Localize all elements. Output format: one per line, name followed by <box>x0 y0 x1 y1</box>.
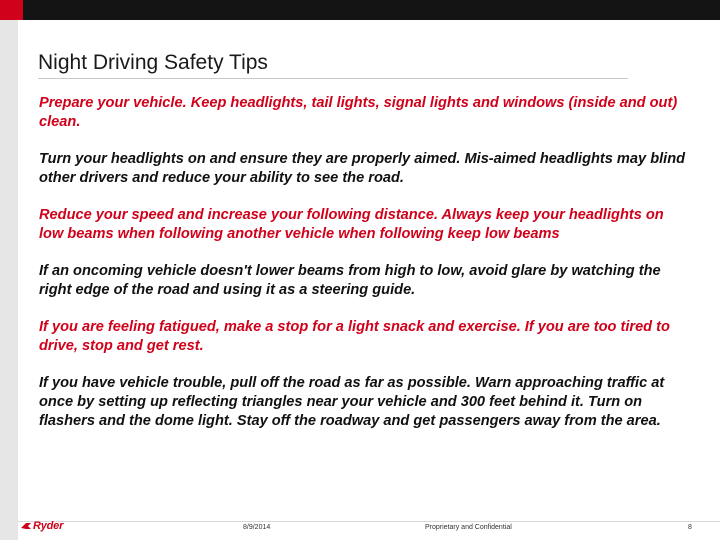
left-rail <box>0 20 18 540</box>
tip-oncoming-glare: If an oncoming vehicle doesn't lower beams from high to low, avoid glare by watching the right edge of the road and using it as a steering guide. <box>39 263 661 298</box>
title-divider <box>38 78 628 79</box>
tip-fatigue: If you are feeling fatigued, make a stop for a light snack and exercise. If you are too tired to drive, stop and get rest. <box>39 319 670 354</box>
slide-title: Night Driving Safety Tips <box>38 51 268 74</box>
footer-confidential: Proprietary and Confidential <box>425 524 512 531</box>
footer-divider <box>18 521 720 522</box>
ryder-logo <box>20 518 63 534</box>
footer-date: 8/9/2014 <box>243 524 271 531</box>
ryder-swoosh-icon <box>20 521 32 531</box>
red-accent-block <box>0 0 23 20</box>
tip-reduce-speed: Reduce your speed and increase your following distance. Always keep your headlights on low beams when following another vehicle when following keep low beams <box>39 207 664 242</box>
top-bar <box>0 0 720 20</box>
tip-prepare-vehicle: Prepare your vehicle. Keep headlights, tail lights, signal lights and windows (inside and out) clean. <box>39 95 678 130</box>
page-number: 8 <box>688 524 692 531</box>
tip-vehicle-trouble: If you have vehicle trouble, pull off the road as far as possible. Warn approaching traffic at once by setting up reflecting triangles near your vehicle and 300 feet behind it. Turn on flashers and the dome light. Stay off the roadway and get passengers away from the area. <box>39 375 665 429</box>
logo-text: Ryder <box>33 520 64 532</box>
tip-headlights-aim: Turn your headlights on and ensure they are properly aimed. Mis-aimed headlights may blind other drivers and reduce your ability to see the road. <box>39 151 686 186</box>
tips-list <box>39 94 689 449</box>
